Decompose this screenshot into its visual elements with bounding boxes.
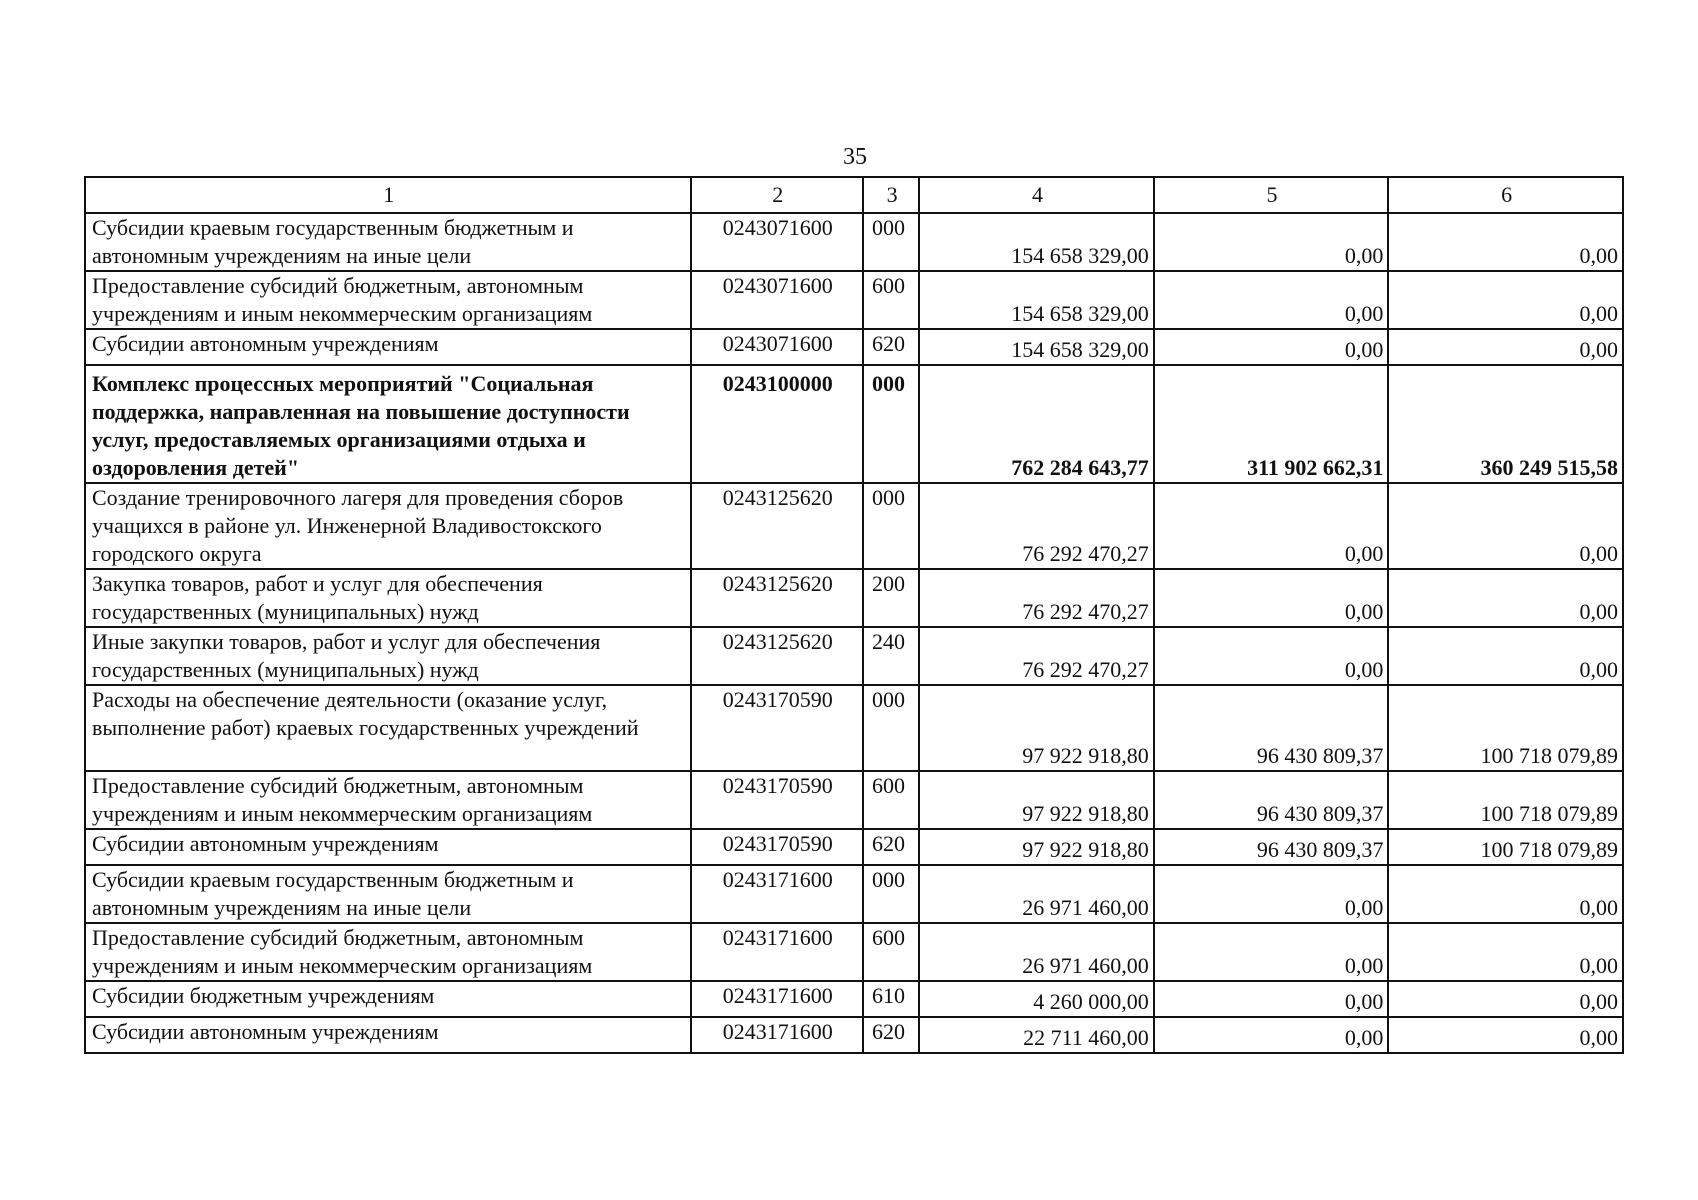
row-value-4: 97 922 918,80 — [919, 771, 1154, 829]
row-code: 0243125620 — [691, 483, 863, 569]
row-value-4: 4 260 000,00 — [919, 981, 1154, 1017]
table-row — [85, 627, 1623, 685]
row-name: Предоставление субсидий бюджетным, автономным учреждениям и иным некоммерческим организациям — [85, 923, 691, 981]
table-row — [85, 981, 1623, 1017]
column-header: 3 — [863, 177, 919, 213]
row-value-6: 0,00 — [1388, 213, 1623, 271]
row-name: Субсидии краевым государственным бюджетным и автономным учреждениям на иные цели — [85, 213, 691, 271]
row-code: 0243171600 — [691, 981, 863, 1017]
row-code: 0243171600 — [691, 1017, 863, 1053]
row-name: Иные закупки товаров, работ и услуг для обеспечения государственных (муниципальных) нужд — [85, 627, 691, 685]
row-value-5: 0,00 — [1154, 569, 1389, 627]
row-value-5: 0,00 — [1154, 1017, 1389, 1053]
row-name: Комплекс процессных мероприятий "Социальная поддержка, направленная на повышение доступности услуг, предоставляемых организациями отдыха и оздоровления детей" — [85, 365, 691, 483]
column-header: 1 — [85, 177, 691, 213]
row-value-4: 22 711 460,00 — [919, 1017, 1154, 1053]
row-value-6: 0,00 — [1388, 627, 1623, 685]
row-type: 600 — [863, 271, 919, 329]
row-value-6: 0,00 — [1388, 483, 1623, 569]
table-row — [85, 1017, 1623, 1053]
row-value-5: 0,00 — [1154, 923, 1389, 981]
row-code: 0243171600 — [691, 923, 863, 981]
column-header: 2 — [691, 177, 863, 213]
row-code: 0243170590 — [691, 829, 863, 865]
row-value-6: 360 249 515,58 — [1388, 365, 1623, 483]
row-name: Закупка товаров, работ и услуг для обеспечения государственных (муниципальных) нужд — [85, 569, 691, 627]
table-row — [85, 213, 1623, 271]
table-row — [85, 329, 1623, 365]
row-value-6: 0,00 — [1388, 1017, 1623, 1053]
row-type: 620 — [863, 329, 919, 365]
row-value-4: 154 658 329,00 — [919, 271, 1154, 329]
row-code: 0243171600 — [691, 865, 863, 923]
row-type: 620 — [863, 829, 919, 865]
page-number: 35 — [843, 144, 867, 170]
table-row — [85, 271, 1623, 329]
table-row — [85, 483, 1623, 569]
row-value-5: 0,00 — [1154, 213, 1389, 271]
row-name: Субсидии автономным учреждениям — [85, 1017, 691, 1053]
row-value-4: 97 922 918,80 — [919, 829, 1154, 865]
row-type: 200 — [863, 569, 919, 627]
row-value-4: 26 971 460,00 — [919, 865, 1154, 923]
table-row — [85, 865, 1623, 923]
row-value-6: 100 718 079,89 — [1388, 685, 1623, 771]
row-type: 000 — [863, 483, 919, 569]
row-value-5: 0,00 — [1154, 483, 1389, 569]
row-code: 0243071600 — [691, 213, 863, 271]
row-name: Создание тренировочного лагеря для проведения сборов учащихся в районе ул. Инженерной Владивостокского городского округа — [85, 483, 691, 569]
row-value-6: 0,00 — [1388, 271, 1623, 329]
row-value-5: 96 430 809,37 — [1154, 829, 1389, 865]
row-value-4: 76 292 470,27 — [919, 627, 1154, 685]
row-value-6: 0,00 — [1388, 923, 1623, 981]
row-value-5: 96 430 809,37 — [1154, 771, 1389, 829]
column-header: 6 — [1388, 177, 1623, 213]
row-value-4: 76 292 470,27 — [919, 569, 1154, 627]
row-value-5: 0,00 — [1154, 981, 1389, 1017]
row-value-5: 311 902 662,31 — [1154, 365, 1389, 483]
row-name: Расходы на обеспечение деятельности (оказание услуг, выполнение работ) краевых государственных учреждений — [85, 685, 691, 771]
row-value-4: 762 284 643,77 — [919, 365, 1154, 483]
row-value-4: 76 292 470,27 — [919, 483, 1154, 569]
row-type: 600 — [863, 771, 919, 829]
table-row — [85, 829, 1623, 865]
row-value-6: 0,00 — [1388, 981, 1623, 1017]
row-type: 000 — [863, 213, 919, 271]
row-type: 000 — [863, 685, 919, 771]
row-value-5: 0,00 — [1154, 271, 1389, 329]
table-row — [85, 365, 1623, 483]
row-name: Субсидии бюджетным учреждениям — [85, 981, 691, 1017]
row-value-4: 154 658 329,00 — [919, 329, 1154, 365]
row-value-6: 0,00 — [1388, 865, 1623, 923]
row-value-6: 0,00 — [1388, 329, 1623, 365]
row-name: Предоставление субсидий бюджетным, автономным учреждениям и иным некоммерческим организациям — [85, 271, 691, 329]
row-value-4: 26 971 460,00 — [919, 923, 1154, 981]
row-code: 0243125620 — [691, 569, 863, 627]
row-type: 610 — [863, 981, 919, 1017]
row-type: 000 — [863, 365, 919, 483]
row-type: 620 — [863, 1017, 919, 1053]
row-value-5: 0,00 — [1154, 329, 1389, 365]
row-type: 000 — [863, 865, 919, 923]
row-value-5: 96 430 809,37 — [1154, 685, 1389, 771]
column-header: 5 — [1154, 177, 1389, 213]
row-value-6: 100 718 079,89 — [1388, 829, 1623, 865]
row-value-5: 0,00 — [1154, 865, 1389, 923]
row-value-6: 0,00 — [1388, 569, 1623, 627]
row-code: 0243071600 — [691, 271, 863, 329]
budget-table — [84, 176, 1624, 1054]
row-code: 0243071600 — [691, 329, 863, 365]
row-name: Предоставление субсидий бюджетным, автономным учреждениям и иным некоммерческим организациям — [85, 771, 691, 829]
row-type: 600 — [863, 923, 919, 981]
row-value-5: 0,00 — [1154, 627, 1389, 685]
row-name: Субсидии автономным учреждениям — [85, 329, 691, 365]
row-value-4: 154 658 329,00 — [919, 213, 1154, 271]
table-row — [85, 771, 1623, 829]
row-value-4: 97 922 918,80 — [919, 685, 1154, 771]
column-header: 4 — [919, 177, 1154, 213]
row-value-6: 100 718 079,89 — [1388, 771, 1623, 829]
row-name: Субсидии автономным учреждениям — [85, 829, 691, 865]
table-row — [85, 685, 1623, 771]
row-type: 240 — [863, 627, 919, 685]
table-row — [85, 923, 1623, 981]
table-row — [85, 569, 1623, 627]
row-code: 0243125620 — [691, 627, 863, 685]
row-code: 0243170590 — [691, 771, 863, 829]
row-code: 0243100000 — [691, 365, 863, 483]
row-code: 0243170590 — [691, 685, 863, 771]
row-name: Субсидии краевым государственным бюджетным и автономным учреждениям на иные цели — [85, 865, 691, 923]
header-row — [85, 177, 1623, 213]
